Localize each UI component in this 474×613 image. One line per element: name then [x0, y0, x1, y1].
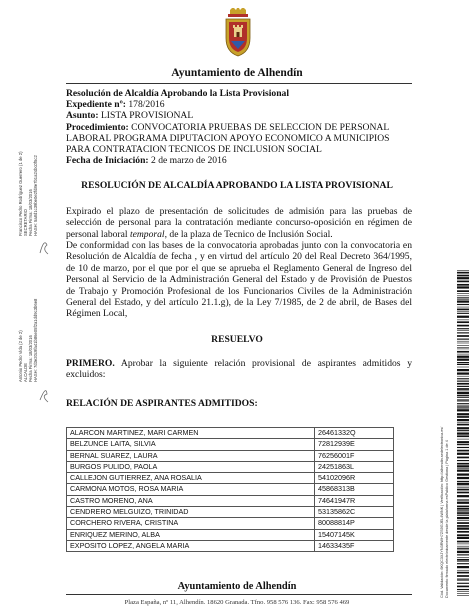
stamp-line: Fecha Firma: 18/03/2016 [28, 189, 33, 236]
table-row [67, 518, 394, 529]
candidate-dni: 45868313B [315, 484, 394, 495]
header-divider [66, 83, 412, 84]
candidate-dni: 76256001F [315, 450, 394, 461]
candidate-name: BURGOS PULIDO, PAOLA [67, 461, 315, 472]
stamp-line: HASH: 7d3e20c9fa41b86e05f2a1dd9c3b6e8 [33, 298, 38, 382]
resuelvo-heading: RESUELVO [211, 334, 263, 345]
table-row [67, 484, 394, 495]
candidate-name: BERNAL SUAREZ, LAURA [67, 450, 315, 461]
candidate-dni: 53135862C [315, 507, 394, 518]
table-row [67, 495, 394, 506]
asunto-line: Asunto: LISTA PROVISIONAL [66, 110, 194, 122]
table-row [67, 428, 394, 439]
candidate-dni: 54102096R [315, 473, 394, 484]
signature-block-secretario [18, 118, 38, 236]
stamp-line: HASH: 5a8d1c39be0e2fd8e7b1a24bc0f5c2 [33, 155, 38, 236]
coat-of-arms-icon [221, 8, 255, 58]
candidate-dni: 15407145K [315, 529, 394, 540]
stamp-line: SECRETARIO [23, 209, 28, 236]
stamp-line: ALCALDE [23, 362, 28, 382]
candidate-name: CORCHERO RIVERA, CRISTINA [67, 518, 315, 529]
fecha-line: Fecha de Iniciación: 2 de marzo de 2016 [66, 155, 227, 167]
footer-title: Ayuntamiento de Alhendín [177, 581, 297, 592]
candidate-name: ALARCON MARTINEZ, MARI CARMEN [67, 428, 315, 439]
page-title: Ayuntamiento de Alhendín [171, 67, 303, 79]
stamp-line: Fecha Firma: 18/03/2016 [28, 335, 33, 382]
paragraph-conformidad: De conformidad con las bases de la convocatoria aprobadas junto con la convocatoria en Resolución de Alcaldía de fecha , y en virtud del artículo 20 del Real Decreto 364/1995, de 10 de marzo, por el que por el que se aprueba el Reglamento General de Ingreso del Personal al Servicio de la Administración General del Estado y de Provisión de Puestos de Trabajo y Promoción Profesional de los Funcionarios Civiles de la Administración General del Estado, y del artículo 21.1.g), de la Ley 7/1985, de 2 de abril, de Bases del Régimen Local, [66, 240, 412, 320]
paragraph-expirado: Expirado el plazo de presentación de solicitudes de admisión para las pruebas de selección de personal para la contratación mediante concurso-oposición en régimen de personal laboral temporal, de la plaza de Tecnico de Inclusión Social. [66, 206, 412, 240]
stamp-line: Documento firmado electrónicamente desde la plataforma esPublico Gestiona | Página 1 de 4 [444, 440, 449, 598]
resolution-title: Resolución de Alcaldía Aprobando la Lista Provisional [66, 88, 290, 99]
candidate-name: CALLEJON GUTIERREZ, ANA ROSALIA [67, 473, 315, 484]
paragraph-primero: PRIMERO. Aprobar la siguiente relación provisional de aspirantes admitidos y excluidos: [66, 358, 412, 381]
signature-scribble-icon [38, 384, 50, 404]
table-row [67, 540, 394, 551]
candidate-dni: 26461332Q [315, 428, 394, 439]
footer-address: Plaza España, nº 11, Alhendín. 18620 Granada. Tfno. 958 576 136. Fax: 958 576 469 [124, 599, 350, 606]
admitted-candidates-table [66, 427, 394, 552]
candidate-name: CENDRERO MELGUIZO, TRINIDAD [67, 507, 315, 518]
candidate-dni: 80088814P [315, 518, 394, 529]
procedimiento-line: Procedimiento: CONVOCATORIA PRUEBAS DE SELECCION DE PERSONAL LABORAL PROGRAMA DIPUTACION APOYO ECONOMICO A MUNICIPIOS PARA CONTRATACION TECNICOS DE INCLUSION SOCIAL [66, 121, 390, 156]
stamp-line: Antonio Pedro Vida (2 de 2) [18, 330, 23, 382]
candidate-name: CASTRO MORENO, ANA [67, 495, 315, 506]
resolution-heading: RESOLUCIÓN DE ALCALDÍA APROBANDO LA LISTA PROVISIONAL [81, 180, 393, 191]
candidate-name: CARMONA MOTOS, ROSA MARIA [67, 484, 315, 495]
admitidos-heading: RELACIÓN DE ASPIRANTES ADMITIDOS: [66, 398, 258, 409]
table-row [67, 450, 394, 461]
candidate-name: BELZUNCE LAITA, SILVIA [67, 439, 315, 450]
candidate-dni: 14633435F [315, 540, 394, 551]
verification-text [440, 268, 454, 598]
table-row [67, 439, 394, 450]
signature-scribble-icon [38, 236, 50, 256]
table-row [67, 507, 394, 518]
expediente-line: Expediente nº: 178/2016 [66, 99, 165, 111]
document-metadata [66, 88, 412, 166]
signature-block-alcalde [18, 264, 38, 382]
candidate-dni: 72812939E [315, 439, 394, 450]
barcode-icon [456, 268, 470, 598]
footer-divider [66, 594, 412, 595]
stamp-line: Cód. Validación: 6KQC3XJYN3RWH7ZS9GJEL4WNK | Verificación: http://alhendin.sedelectronica.es/ [440, 426, 444, 598]
stamp-line: Francisco Pedro Rodríguez Guerrero (1 de 2) [18, 151, 23, 236]
candidate-dni: 74641947R [315, 495, 394, 506]
candidate-dni: 24251863L [315, 461, 394, 472]
candidate-name: ENRIQUEZ MERINO, ALBA [67, 529, 315, 540]
table-row [67, 461, 394, 472]
candidate-name: EXPOSITO LOPEZ, ANGELA MARIA [67, 540, 315, 551]
table-row [67, 529, 394, 540]
table-row [67, 473, 394, 484]
